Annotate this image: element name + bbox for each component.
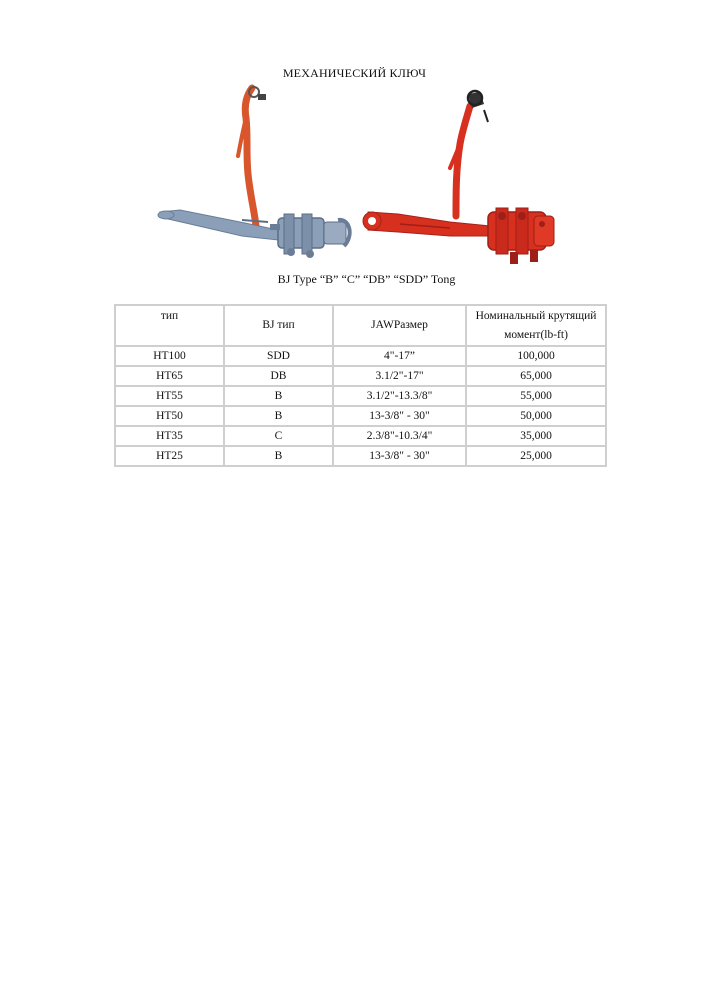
cell-bj-type: B bbox=[224, 386, 333, 406]
cell-torque: 25,000 bbox=[466, 446, 606, 466]
cell-torque: 50,000 bbox=[466, 406, 606, 426]
table-row bbox=[115, 386, 606, 406]
cell-jaw-size: 4"-17” bbox=[333, 346, 466, 366]
cell-torque: 65,000 bbox=[466, 366, 606, 386]
cell-bj-type: DB bbox=[224, 366, 333, 386]
cell-bj-type: B bbox=[224, 406, 333, 426]
cell-jaw-size: 3.1/2"-13.3/8" bbox=[333, 386, 466, 406]
document-title: МЕХАНИЧЕСКИЙ КЛЮЧ bbox=[282, 66, 427, 80]
table-row bbox=[115, 426, 606, 446]
cell-jaw-size: 3.1/2"-17" bbox=[333, 366, 466, 386]
tongs-illustration bbox=[150, 84, 570, 272]
header-torque-line2: момент(lb-ft) bbox=[504, 328, 568, 341]
cell-jaw-size: 13-3/8" - 30" bbox=[333, 406, 466, 426]
header-torque bbox=[466, 305, 606, 346]
cell-torque: 100,000 bbox=[466, 346, 606, 366]
tongs-photo bbox=[150, 84, 570, 272]
cell-type: HT25 bbox=[115, 446, 224, 466]
cell-type: HT55 bbox=[115, 386, 224, 406]
cell-jaw-size: 2.3/8"-10.3/4" bbox=[333, 426, 466, 446]
cell-type: HT35 bbox=[115, 426, 224, 446]
table-row bbox=[115, 346, 606, 366]
table-row bbox=[115, 366, 606, 386]
header-jaw-size: JAWРазмер bbox=[333, 305, 466, 346]
spec-table bbox=[114, 304, 607, 467]
cell-type: HT100 bbox=[115, 346, 224, 366]
header-type: тип bbox=[115, 305, 224, 346]
table-row bbox=[115, 446, 606, 466]
table-row bbox=[115, 406, 606, 426]
header-torque-line1: Номинальный крутящий bbox=[475, 309, 597, 322]
cell-bj-type: C bbox=[224, 426, 333, 446]
left-tong bbox=[158, 87, 350, 258]
cell-torque: 55,000 bbox=[466, 386, 606, 406]
cell-type: HT50 bbox=[115, 406, 224, 426]
header-bj-type: BJ тип bbox=[224, 305, 333, 346]
cell-bj-type: SDD bbox=[224, 346, 333, 366]
figure-caption: BJ Type “B” “C” “DB” “SDD” Tong bbox=[277, 272, 456, 286]
cell-torque: 35,000 bbox=[466, 426, 606, 446]
right-tong bbox=[363, 91, 554, 264]
cell-jaw-size: 13-3/8" - 30" bbox=[333, 446, 466, 466]
cell-type: HT65 bbox=[115, 366, 224, 386]
table-header-row bbox=[115, 305, 606, 346]
cell-bj-type: B bbox=[224, 446, 333, 466]
